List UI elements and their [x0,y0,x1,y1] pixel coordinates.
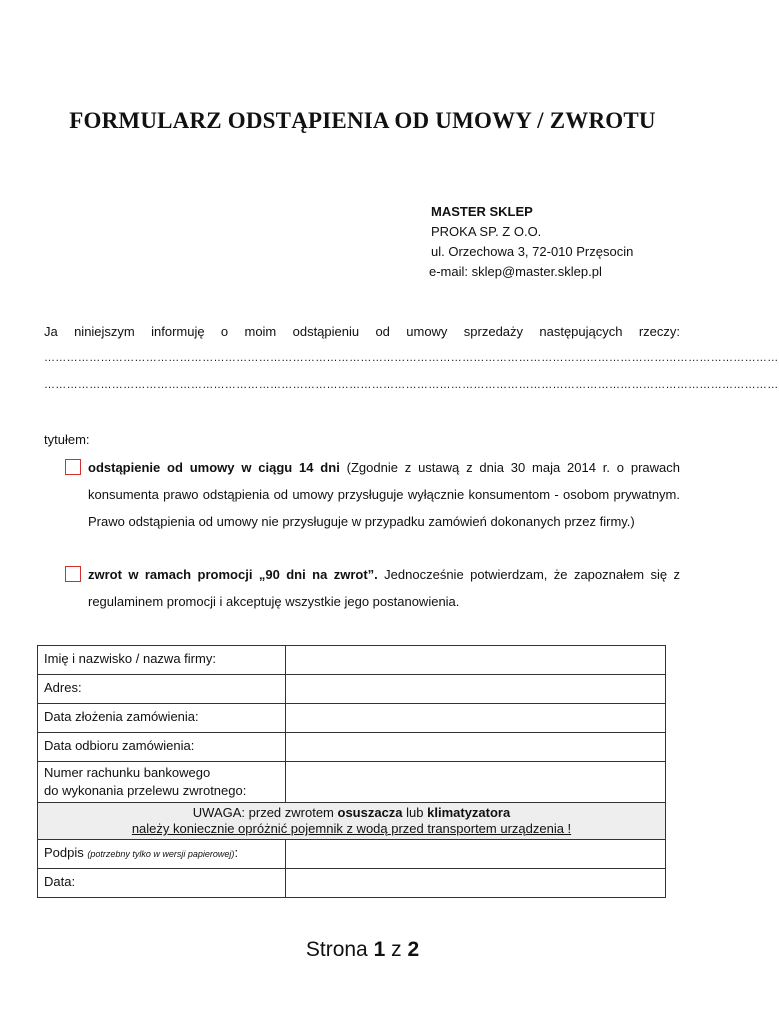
total-pages: 2 [407,938,420,961]
warning-line-2: należy koniecznie opróżnić pojemnik z wodą przed transportem urządzenia ! [131,821,572,836]
page-prefix: Strona [305,938,374,961]
items-fill-line-1[interactable]: …………………………………………………………………………………………………………………………………………………………………………… [44,352,779,364]
receipt-date-label: Data odbioru zamówienia: [38,733,286,762]
bank-account-label-line-2: do wykonania przelewu zwrotnego: [44,783,247,798]
seller-address-block [431,202,633,282]
option-2-title: zwrot w ramach promocji „90 dni na zwrot”. [88,567,378,582]
order-date-field[interactable] [286,704,666,733]
current-page: 1 [373,938,386,961]
date-label: Data: [38,869,286,898]
warning-air-conditioner: klimatyzatora [427,805,511,820]
order-date-label: Data złożenia zamówienia: [38,704,286,733]
signature-field[interactable] [286,840,666,869]
warning-line-1 [44,805,659,821]
signature-note: (potrzebny tylko w wersji papierowej) [87,849,235,859]
warning-dehumidifier: osuszacza [337,805,403,820]
bank-account-field[interactable] [286,762,666,803]
name-field[interactable] [286,646,666,675]
warning-prefix: UWAGA: przed zwrotem [192,805,338,820]
option-1-title: odstąpienie od umowy w ciągu 14 dni [88,460,340,475]
reason-label: tytułem: [44,432,90,447]
page-title: FORMULARZ ODSTĄPIENIA OD UMOWY / ZWROTU [69,108,656,133]
email-address: e-mail: sklep@master.sklep.pl [429,264,602,279]
option-1-text: (Zgodnie z ustawą z dnia 30 maja 2014 r. o prawach konsumenta prawo odstąpienia od umowy przysługuje wyłącznie konsumentom - osobom prywatnym. Prawo odstąpienia od umowy nie przysługuje w przypadku zamówień dokonanych przez firmy.) [88,460,680,529]
option-promo-90-days [88,561,680,615]
warning-mid: lub [402,805,428,820]
bank-account-label-line-1: Numer rachunku bankowego [44,765,211,780]
customer-details-table [37,645,666,898]
street-address: ul. Orzechowa 3, 72-010 Przęsocin [431,244,634,259]
address-label: Adres: [38,675,286,704]
intro-statement: Ja niniejszym informuję o moim odstąpieniu od umowy sprzedaży następujących rzeczy: [44,324,680,339]
option-2-text: Jednocześnie potwierdzam, że zapoznałem się z regulaminem promocji i akceptuję wszystkie jego postanowienia. [88,567,680,609]
withdrawal-checkbox[interactable] [65,459,81,475]
page-number [0,938,725,962]
name-label: Imię i nazwisko / nazwa firmy: [38,646,286,675]
option-withdrawal-14-days [88,454,680,535]
signature-label-text: Podpis [44,845,88,860]
legal-name: PROKA SP. Z O.O. [431,224,542,239]
address-field[interactable] [286,675,666,704]
bank-account-label [38,762,286,803]
page-separator: z [385,938,408,961]
receipt-date-field[interactable] [286,733,666,762]
company-name: MASTER SKLEP [431,204,533,219]
items-fill-line-2[interactable]: …………………………………………………………………………………………………………………………………………………………………………… [44,379,779,391]
signature-colon: : [234,845,239,860]
promo-return-checkbox[interactable] [65,566,81,582]
warning-notice [38,803,666,840]
signature-label [38,840,286,869]
date-field[interactable] [286,869,666,898]
